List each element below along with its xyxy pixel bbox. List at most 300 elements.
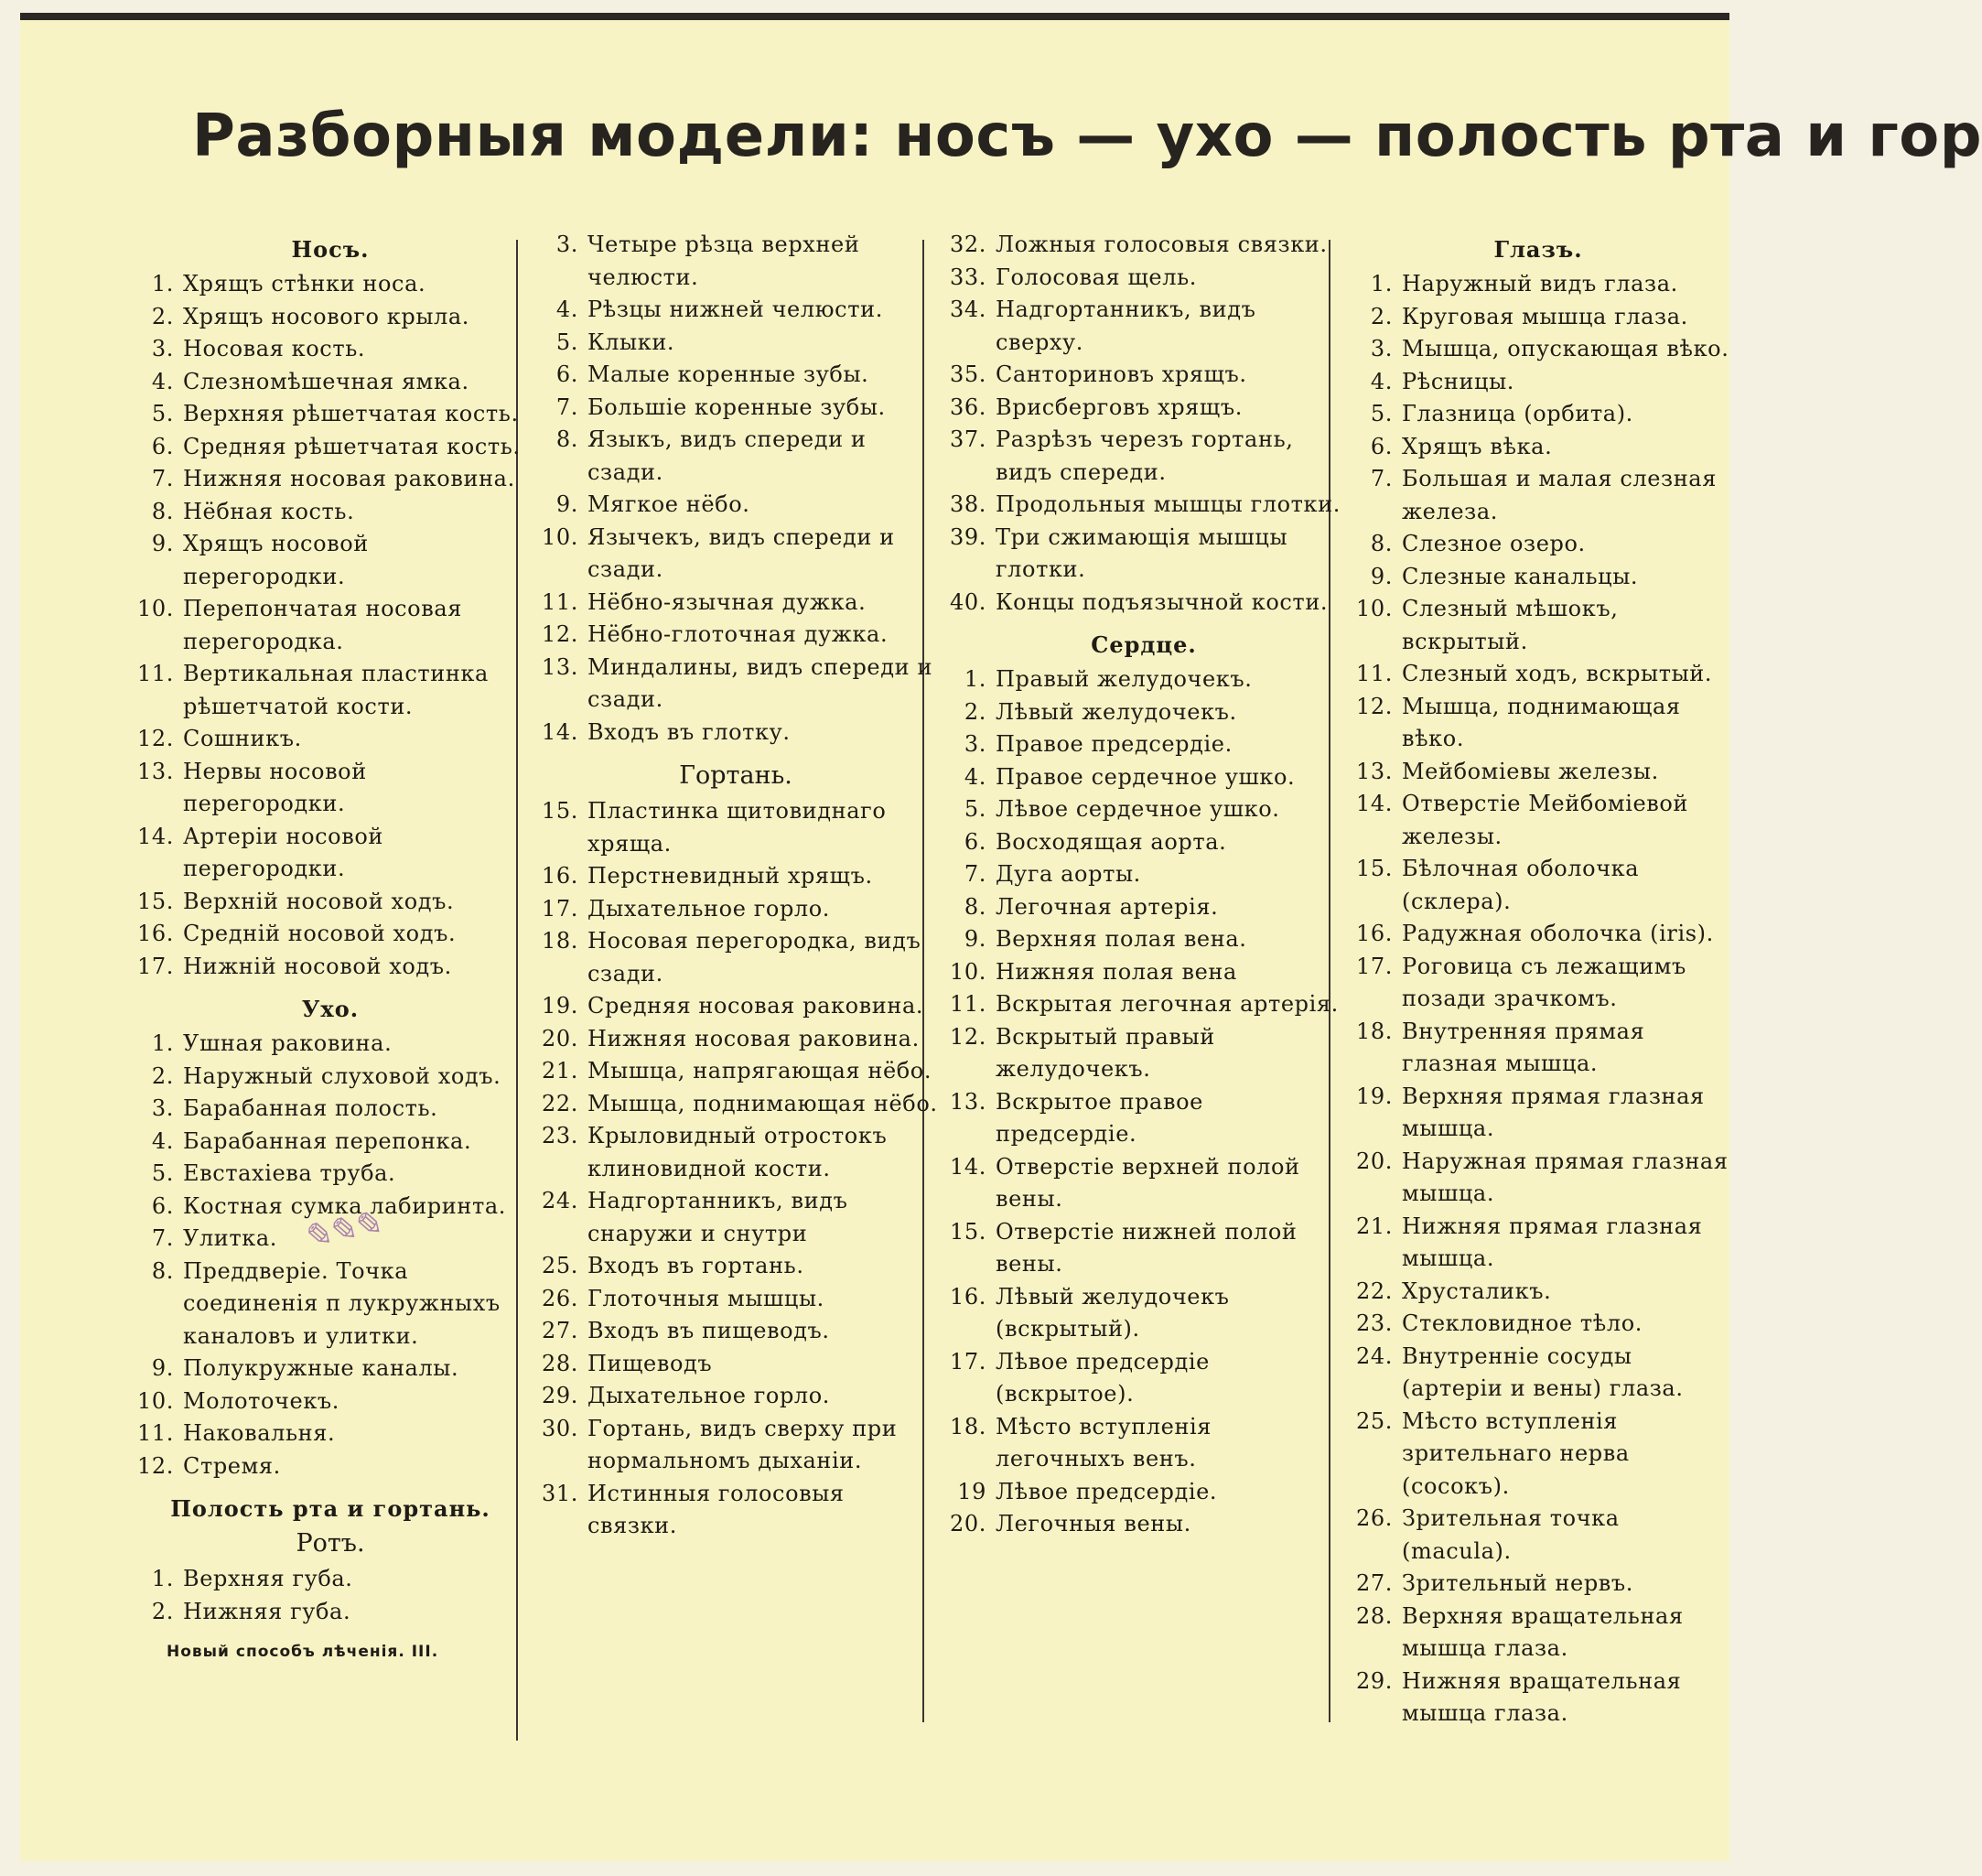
list-section (128, 1495, 533, 1628)
list-item (941, 1508, 1347, 1541)
list-item (533, 1055, 939, 1088)
item-text: Зрительная точка (macula). (1402, 1505, 1620, 1564)
list-item (941, 1021, 1347, 1086)
item-text: Санториновъ хрящъ. (996, 361, 1247, 387)
list-item (128, 1126, 533, 1159)
list-item (533, 1185, 939, 1250)
list-item (128, 496, 533, 529)
list-item (1347, 1276, 1729, 1309)
item-number: 1. (1370, 271, 1393, 296)
item-number: 25. (542, 1253, 578, 1278)
item-text: Барабанная перепонка. (183, 1127, 472, 1154)
item-number: 5. (964, 796, 986, 822)
item-text: Рѣсницы. (1402, 368, 1515, 394)
item-text: Врисберговъ хрящъ. (996, 394, 1243, 420)
item-text: Зрительный нервъ. (1402, 1570, 1634, 1596)
list-item (533, 1413, 939, 1478)
item-text: Миндалины, видъ спереди и сзади. (587, 653, 933, 712)
list-item (128, 886, 533, 919)
item-text: Вскрытый правый желудочекъ. (996, 1023, 1215, 1082)
item-text: Вскрытая легочная артерія. (996, 991, 1339, 1017)
item-text: Евстахіева труба. (183, 1160, 396, 1186)
item-text: Наружный видъ глаза. (1402, 271, 1678, 296)
item-number: 8. (151, 498, 174, 524)
list-item (128, 1191, 533, 1224)
item-number: 2. (151, 303, 174, 329)
list-item (941, 728, 1347, 761)
item-number: 1. (151, 271, 174, 296)
list-item (533, 1088, 939, 1121)
list-item (128, 1418, 533, 1450)
section-heading: Ухо. (301, 996, 360, 1022)
item-number: 22. (1356, 1278, 1393, 1304)
item-text: Нижняя губа. (183, 1598, 351, 1624)
list-item (1347, 1016, 1729, 1081)
item-number: 37. (950, 426, 986, 452)
item-number: 3. (964, 731, 986, 757)
item-number: 17. (137, 953, 174, 979)
item-number: 22. (542, 1090, 578, 1116)
item-number: 4. (151, 1127, 174, 1154)
item-text: Нёбно-глоточная дужка. (587, 621, 889, 647)
item-number: 10. (950, 958, 986, 985)
item-number: 6. (151, 433, 174, 459)
item-number: 28. (1356, 1602, 1393, 1629)
item-number: 27. (1356, 1570, 1393, 1596)
list-section (128, 236, 533, 983)
item-number: 11. (137, 1420, 174, 1446)
section-heading: Сердце. (1091, 631, 1197, 658)
item-number: 10. (542, 523, 578, 550)
list-item (1347, 756, 1729, 789)
item-number: 3. (1370, 336, 1393, 361)
item-text: Наружный слуховой ходъ. (183, 1062, 501, 1089)
item-number: 9. (555, 491, 578, 517)
list-item (128, 1450, 533, 1483)
item-number: 39. (950, 523, 986, 550)
list-item (1347, 853, 1729, 918)
list-item (533, 424, 939, 489)
list-item (1347, 301, 1729, 334)
item-text: Слезные канальцы. (1402, 563, 1639, 589)
item-text: Правое предсердіе. (996, 731, 1233, 757)
item-number: 16. (950, 1283, 986, 1310)
item-text: Крыловидный отростокъ клиновидной кости. (587, 1123, 888, 1181)
list-item (941, 793, 1347, 826)
item-number: 13. (137, 758, 174, 784)
item-number: 19 (957, 1478, 986, 1504)
list-item (1347, 333, 1729, 366)
item-number: 15. (950, 1218, 986, 1245)
list-item (533, 860, 939, 893)
item-number: 20. (950, 1511, 986, 1536)
list-item (1347, 1503, 1729, 1568)
item-number: 8. (964, 893, 986, 920)
list-item (941, 988, 1347, 1021)
item-number: 29. (1356, 1667, 1393, 1694)
item-text: Слезный ходъ, вскрытый. (1402, 661, 1713, 686)
item-number: 9. (151, 1355, 174, 1381)
list-item (128, 268, 533, 301)
item-text: Лѣвое сердечное ушко. (996, 796, 1280, 822)
item-number: 4. (1370, 368, 1393, 394)
item-text: Дуга аорты. (996, 861, 1141, 887)
item-text: Дыхательное горло. (587, 895, 831, 922)
column-4 (1347, 229, 1729, 1730)
item-number: 28. (542, 1350, 578, 1376)
item-text: Молоточекъ. (183, 1387, 340, 1414)
item-number: 1. (151, 1030, 174, 1056)
item-number: 38. (950, 491, 986, 517)
item-text: Ложныя голосовыя связки. (996, 232, 1328, 257)
item-number: 5. (1370, 401, 1393, 426)
list-item (941, 1411, 1347, 1476)
item-number: 2. (964, 698, 986, 725)
list-item (941, 392, 1347, 425)
list-section (941, 229, 1347, 619)
item-number: 31. (542, 1480, 578, 1506)
item-number: 13. (950, 1088, 986, 1115)
item-number: 30. (542, 1415, 578, 1441)
item-number: 18. (542, 928, 578, 954)
item-text: Мышца, опускающая вѣко. (1402, 336, 1729, 361)
list-item (533, 990, 939, 1023)
item-text: Правый желудочекъ. (996, 666, 1253, 692)
list-item (941, 359, 1347, 392)
item-text: Гортань, видъ сверху при нормальномъ дыханіи. (587, 1415, 898, 1473)
item-number: 20. (542, 1025, 578, 1051)
item-text: Язычекъ, видъ спереди и сзади. (587, 523, 895, 582)
item-text: Глоточныя мышцы. (587, 1285, 824, 1311)
item-number: 20. (1356, 1148, 1393, 1174)
item-number: 5. (555, 329, 578, 355)
list-item (941, 956, 1347, 989)
list-item (533, 1315, 939, 1348)
list-item (533, 893, 939, 926)
item-text: Правое сердечное ушко. (996, 763, 1296, 790)
item-text: Четыре рѣзца верхней челюсти. (587, 232, 860, 290)
item-text: Ушная раковина. (183, 1030, 393, 1056)
item-number: 2. (1370, 303, 1393, 329)
list-item (941, 923, 1347, 956)
list-item (533, 294, 939, 327)
list-item (1347, 366, 1729, 399)
list-item (941, 858, 1347, 891)
item-number: 12. (542, 621, 578, 647)
item-text: Языкъ, видъ спереди и сзади. (587, 426, 867, 485)
item-number: 13. (1356, 758, 1393, 784)
item-text: Разрѣзъ черезъ гортань, видъ спереди. (996, 426, 1294, 485)
item-text: Улитка. (183, 1225, 278, 1251)
item-text: Вертикальная пластинка рѣшетчатой кости. (183, 661, 489, 719)
item-number: 27. (542, 1318, 578, 1343)
item-text: Хрящъ носового крыла. (183, 303, 469, 329)
list-item (1347, 918, 1729, 951)
item-text: Нёбно-язычная дужка. (587, 588, 867, 615)
item-text: Верхняя вращательная мышца глаза. (1402, 1602, 1684, 1661)
list-section (533, 761, 939, 1543)
page-footer-note: Новый способъ лѣченія. III. (167, 1643, 439, 1661)
item-text: Нижній носовой ходъ. (183, 953, 452, 979)
item-number: 23. (542, 1123, 578, 1148)
item-text: Радужная оболочка (iris). (1402, 921, 1714, 946)
item-text: Отверстіе Мейбоміевой железы. (1402, 791, 1689, 849)
item-text: Полукружные каналы. (183, 1355, 459, 1381)
item-text: Глазница (орбита). (1402, 401, 1633, 426)
item-text: Истинныя голосовыя связки. (587, 1480, 845, 1538)
item-number: 1. (151, 1566, 174, 1591)
item-number: 34. (950, 296, 986, 322)
item-text: Верхняя полая вена. (996, 926, 1247, 952)
list-item (128, 528, 533, 593)
list-section (941, 631, 1347, 1541)
list-item (128, 1353, 533, 1385)
column-3 (941, 229, 1347, 1541)
item-text: Восходящая аорта. (996, 828, 1227, 855)
list-item (941, 826, 1347, 859)
item-text: Нижняя носовая раковина. (183, 466, 515, 491)
item-number: 7. (555, 394, 578, 420)
item-number: 9. (151, 531, 174, 556)
item-text: Перстневидный хрящъ. (587, 863, 873, 889)
item-text: Нижняя носовая раковина. (587, 1025, 920, 1051)
list-item (533, 327, 939, 360)
item-number: 16. (1356, 921, 1393, 946)
item-number: 32. (950, 232, 986, 257)
item-text: Носовая перегородка, видъ сзади. (587, 928, 921, 987)
section-heading: Полость рта и гортань. (170, 1495, 490, 1522)
column-1 (128, 229, 533, 1661)
list-item (128, 333, 533, 366)
item-number: 26. (542, 1285, 578, 1311)
list-item (1347, 691, 1729, 756)
item-number: 24. (1356, 1342, 1393, 1369)
item-text: Концы подъязычной кости. (996, 588, 1329, 615)
item-number: 16. (137, 921, 174, 946)
item-text: Лѣвый желудочекъ. (996, 698, 1237, 725)
item-text: Бѣлочная оболочка (склера). (1402, 856, 1640, 914)
item-text: Голосовая щель. (996, 264, 1197, 290)
item-number: 3. (151, 336, 174, 361)
item-number: 17. (542, 895, 578, 922)
list-item (128, 1223, 533, 1256)
list-item (941, 663, 1347, 696)
list-item (533, 1283, 939, 1316)
item-number: 12. (1356, 693, 1393, 719)
item-text: Легочная артерія. (996, 893, 1219, 920)
list-item (1347, 1146, 1729, 1211)
item-number: 40. (950, 588, 986, 615)
item-text: Хрящъ стѣнки носа. (183, 271, 426, 296)
item-text: Костная сумка лабиринта. (183, 1192, 506, 1219)
list-item (1347, 658, 1729, 691)
item-text: Большіе коренные зубы. (587, 394, 886, 420)
list-item (128, 1158, 533, 1191)
list-item (533, 1250, 939, 1283)
section-heading: Носъ. (291, 236, 370, 263)
item-number: 1. (964, 666, 986, 692)
list-item (1347, 463, 1729, 528)
item-text: Средняя носовая раковина. (587, 993, 924, 1019)
item-text: Нижняя прямая глазная мышца. (1402, 1213, 1703, 1271)
item-text: Рѣзцы нижней челюсти. (587, 296, 883, 322)
item-text: Пластинка щитовиднаго хряща. (587, 798, 887, 857)
item-text: Лѣвый желудочекъ (вскрытый). (996, 1283, 1230, 1342)
list-item (128, 756, 533, 821)
list-item (941, 1151, 1347, 1216)
item-number: 10. (1356, 596, 1393, 621)
list-item (128, 918, 533, 951)
item-number: 7. (964, 861, 986, 887)
item-text: Верхняя губа. (183, 1566, 353, 1591)
list-item (128, 301, 533, 334)
item-text: Слезный мѣшокъ, вскрытый. (1402, 596, 1619, 654)
list-item (128, 1596, 533, 1629)
ink-stamp-mark: ✎✎✎ (297, 1202, 382, 1259)
list-item (128, 1061, 533, 1094)
item-text: Надгортанникъ, видъ сверху. (996, 296, 1256, 355)
list-item (941, 587, 1347, 620)
list-item (128, 398, 533, 431)
section-subheading: Ротъ. (296, 1529, 365, 1558)
list-item (533, 717, 939, 749)
list-item (941, 1346, 1347, 1411)
item-text: Средній носовой ходъ. (183, 921, 457, 946)
list-item (128, 821, 533, 886)
item-number: 11. (950, 991, 986, 1017)
page-top-border (20, 13, 1729, 20)
item-number: 17. (1356, 953, 1393, 979)
list-item (1347, 1406, 1729, 1504)
item-text: Круговая мышца глаза. (1402, 303, 1688, 329)
section-heading: Глазъ. (1493, 236, 1583, 263)
list-item (1347, 398, 1729, 431)
list-item (533, 795, 939, 860)
item-text: Мягкое нёбо. (587, 491, 750, 517)
item-number: 6. (964, 828, 986, 855)
item-text: Мѣсто вступленія легочныхъ венъ. (996, 1413, 1212, 1472)
list-item (533, 1120, 939, 1185)
list-item (1347, 788, 1729, 853)
list-section (1347, 236, 1729, 1730)
item-text: Перепончатая носовая перегородка. (183, 596, 462, 654)
item-text: Стремя. (183, 1452, 281, 1479)
item-number: 15. (1356, 856, 1393, 881)
item-text: Нервы носовой перегородки. (183, 758, 367, 816)
item-number: 12. (137, 726, 174, 751)
item-number: 11. (1356, 661, 1393, 686)
list-item (533, 652, 939, 717)
item-number: 7. (151, 1225, 174, 1251)
item-number: 23. (1356, 1310, 1393, 1336)
item-text: Верхній носовой ходъ. (183, 888, 455, 914)
item-text: Преддверіе. Точка соединенія п лукружныхъ каналовъ и улитки. (183, 1257, 501, 1349)
list-item (533, 229, 939, 294)
item-number: 13. (542, 653, 578, 680)
item-text: Малые коренные зубы. (587, 361, 869, 387)
list-item (1347, 1308, 1729, 1341)
item-number: 12. (950, 1023, 986, 1050)
item-text: Верхняя прямая глазная мышца. (1402, 1083, 1705, 1141)
item-number: 14. (950, 1153, 986, 1180)
item-number: 25. (1356, 1407, 1393, 1434)
list-item (941, 761, 1347, 794)
document-page (20, 13, 1982, 1861)
item-text: Надгортанникъ, видъ снаружи и снутри (587, 1188, 848, 1246)
item-number: 18. (1356, 1018, 1393, 1044)
item-text: Продольныя мышцы глотки. (996, 491, 1341, 517)
item-number: 10. (137, 1387, 174, 1414)
list-item (1347, 431, 1729, 464)
list-item (941, 1216, 1347, 1281)
list-item (1347, 1666, 1729, 1730)
list-item (1347, 528, 1729, 561)
item-number: 36. (950, 394, 986, 420)
item-number: 9. (1370, 563, 1393, 589)
item-text: Барабанная полость. (183, 1095, 438, 1121)
list-item (941, 1086, 1347, 1151)
item-number: 8. (555, 426, 578, 452)
item-number: 15. (137, 888, 174, 914)
column-2 (533, 229, 939, 1543)
list-item (941, 696, 1347, 729)
list-item (128, 1563, 533, 1596)
item-text: Хрящъ носовой перегородки. (183, 531, 369, 589)
list-item (533, 619, 939, 652)
list-item (128, 1256, 533, 1353)
list-item (533, 1023, 939, 1056)
list-item (941, 1281, 1347, 1346)
item-text: Отверстіе нижней полой вены. (996, 1218, 1298, 1277)
list-item (128, 1385, 533, 1418)
item-text: Входъ въ гортань. (587, 1253, 804, 1278)
item-text: Отверстіе верхней полой вены. (996, 1153, 1300, 1212)
item-text: Дыхательное горло. (587, 1383, 831, 1408)
item-text: Входъ въ глотку. (587, 718, 791, 745)
list-item (1347, 268, 1729, 301)
list-item (533, 489, 939, 522)
item-text: Мѣсто вступленія зрительнаго нерва (сосокъ). (1402, 1407, 1630, 1499)
list-item (533, 1478, 939, 1543)
list-item (533, 522, 939, 587)
item-text: Наружная прямая глазная мышца. (1402, 1148, 1729, 1206)
item-text: Вскрытое правое предсердіе. (996, 1088, 1203, 1147)
item-number: 4. (555, 296, 578, 322)
list-item (128, 366, 533, 399)
item-text: Мышца, поднимающая вѣко. (1402, 693, 1681, 751)
item-text: Артеріи носовой перегородки. (183, 823, 383, 881)
list-item (941, 294, 1347, 359)
item-number: 9. (964, 926, 986, 952)
item-number: 19. (1356, 1083, 1393, 1109)
section-subheading: Гортань. (679, 761, 792, 790)
item-number: 4. (151, 368, 174, 394)
item-text: Стекловидное тѣло. (1402, 1310, 1643, 1336)
list-item (533, 392, 939, 425)
item-text: Нижняя полая вена (996, 958, 1237, 985)
item-text: Легочныя вены. (996, 1511, 1191, 1536)
item-text: Входъ въ пищеводъ. (587, 1318, 830, 1343)
list-item (533, 587, 939, 620)
item-text: Внутренняя прямая глазная мышца. (1402, 1018, 1645, 1076)
item-text: Мейбоміевы железы. (1402, 758, 1659, 784)
list-item (1347, 1601, 1729, 1666)
item-number: 26. (1356, 1505, 1393, 1531)
item-number: 6. (1370, 433, 1393, 459)
list-item (128, 431, 533, 464)
item-text: Большая и малая слезная железа. (1402, 466, 1717, 524)
item-number: 8. (1370, 531, 1393, 556)
